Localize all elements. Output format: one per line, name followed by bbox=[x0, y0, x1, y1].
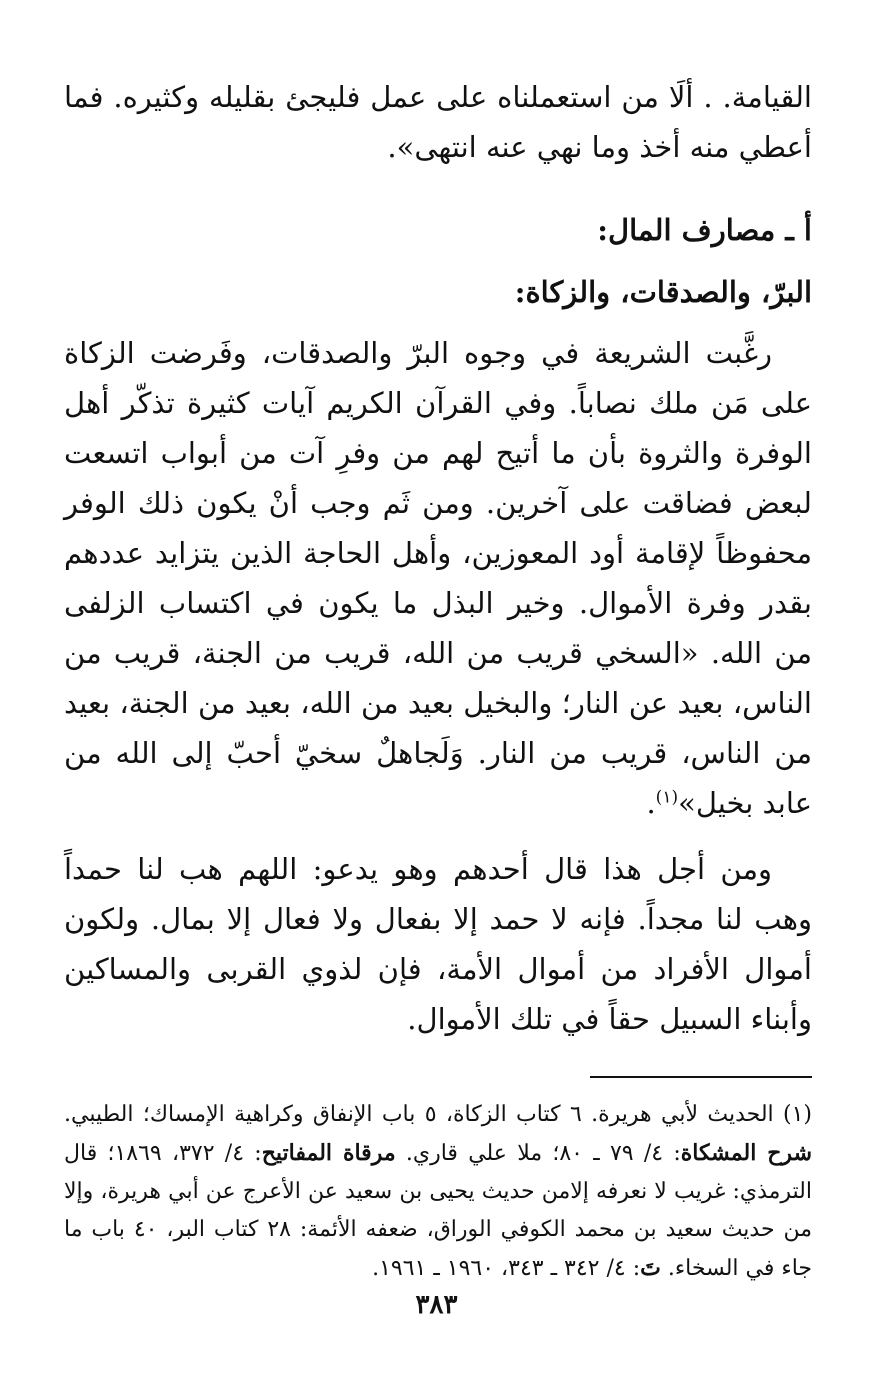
footnote-reference[interactable]: (١) bbox=[655, 787, 679, 808]
body-paragraph-1-end: . bbox=[646, 786, 656, 820]
footnote-text: : ٤/ ٣٧٢، ١٨٦٩؛ قال الترمذي: غريب لا نعرفه إلامن حديث يحيى بن سعيد عن الأعرج عن أبي هريرة، وإلا من حديث سعيد بن محمد الكوفي الوراق، ضعفه الأئمة: ٢٨ كتاب البر، ٤٠ باب ما جاء في السخاء. bbox=[64, 1141, 812, 1281]
footnote-source-abbrev: تَ bbox=[640, 1255, 661, 1281]
footnote-text: : ٤/ ٧٩ ـ ٨٠؛ ملا علي قاري. bbox=[395, 1141, 681, 1166]
footnote bbox=[64, 1096, 812, 1288]
body-paragraph-2: ومن أجل هذا قال أحدهم وهو يدعو: اللهم هب لنا حمداً وهب لنا مجداً. فإنه لا حمد إلا بفعال ولا فعال إلا بمال. ولكون أموال الأفراد من أموال الأمة، فإن لذوي القربى والمساكين وأبناء السبيل حقاً في تلك الأموال. bbox=[64, 852, 812, 1036]
subsection-heading: البرّ، والصدقات، والزكاة: bbox=[514, 275, 812, 309]
body-paragraph-1-text: رغَّبت الشريعة في وجوه البرّ والصدقات، وفَرضت الزكاة على مَن ملك نصاباً. وفي القرآن الكريم آيات كثيرة تذكّر أهل الوفرة والثروة بأن ما أتيح لهم من وفرِ آت من أبواب اتسعت لبعض فضاقت على آخرين. ومن ثَم وجب أنْ يكون ذلك الوفر محفوظاً لإقامة أود المعوزين، وأهل الحاجة الذين يتزايد عددهم بقدر وفرة الأموال. وخير البذل ما يكون في اكتساب الزلفى من الله. «السخي قريب من الله، قريب من الجنة، قريب من الناس، بعيد عن النار؛ والبخيل بعيد من الله، بعيد من الجنة، بعيد من الناس، قريب من النار. وَلَجاهلٌ سخيّ أحبّ إلى الله من عابد بخيل» bbox=[64, 336, 812, 820]
section-heading: أ ـ مصارف المال: bbox=[597, 213, 812, 247]
page-number: ٣٨٣ bbox=[415, 1290, 458, 1320]
page-content bbox=[64, 72, 812, 1288]
body-paragraph-1 bbox=[64, 328, 812, 828]
footnote-source-title: مرقاة المفاتيح bbox=[261, 1140, 396, 1166]
footnote-source-title: شرح المشكاة bbox=[680, 1140, 812, 1166]
spacer bbox=[64, 318, 812, 328]
footnote-separator bbox=[590, 1076, 812, 1078]
spacer bbox=[64, 256, 812, 266]
spacer bbox=[64, 828, 812, 844]
footnote-text: : ٤/ ٣٤٢ ـ ٣٤٣، ١٩٦٠ ـ ١٩٦١. bbox=[372, 1256, 641, 1281]
intro-paragraph: القيامة. . ألَا من استعملناه على عمل فليجئ بقليله وكثيره. فما أعطي منه أخذ وما نهي عنه انتهى». bbox=[64, 80, 812, 164]
footnote-text: (١) الحديث لأبي هريرة. ٦ كتاب الزكاة، ٥ باب الإنفاق وكراهية الإمساك؛ الطيبي. bbox=[64, 1102, 813, 1127]
spacer bbox=[64, 172, 812, 204]
